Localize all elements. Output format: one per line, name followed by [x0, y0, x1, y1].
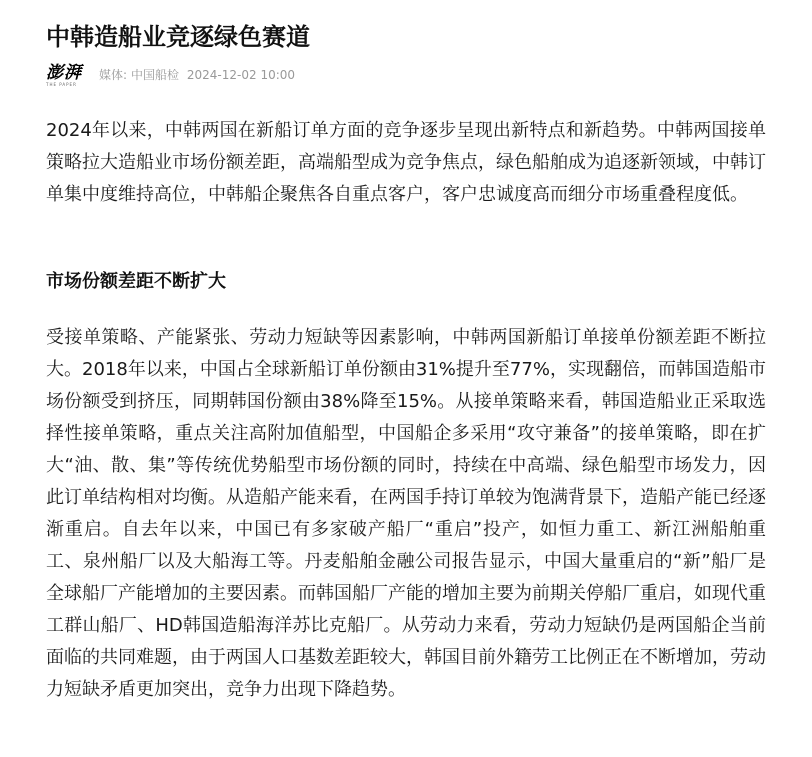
media-name: 中国船检 [131, 68, 180, 82]
media-label: 媒体: [99, 68, 128, 82]
section-heading: 市场份额差距不断扩大 [46, 271, 226, 292]
article-meta [46, 62, 299, 88]
publish-datetime: 2024-12-02 10:00 [186, 68, 296, 82]
source-logo-subtext: THE PAPER [46, 81, 77, 87]
source-logo[interactable] [46, 62, 90, 88]
intro-paragraph: 2024年以来，中韩两国在新船订单方面的竞争逐步呈现出新特点和新趋势。中韩两国接单策略拉大造船业市场份额差距，高端船型成为竞争焦点，绿色船舶成为追逐新领域，中韩订单集中度维持高位，中韩船企聚焦各自重点客户，客户忠诚度高而细分市场重叠程度低。 [46, 120, 766, 205]
meta-info [99, 62, 299, 88]
article-title: 中韩造船业竞逐绿色赛道 [46, 23, 310, 51]
source-logo-text: 澎湃 [46, 62, 82, 83]
section-paragraph: 受接单策略、产能紧张、劳动力短缺等因素影响，中韩两国新船订单接单份额差距不断拉大。2018年以来，中国占全球新船订单份额由31%提升至77%，实现翻倍，而韩国造船市场份额受到挤压，同期韩国份额由38%降至15%。从接单策略来看，韩国造船业正采取选择性接单策略，重点关注高附加值船型，中国船企多采用“攻守兼备”的接单策略，即在扩大“油、散、集”等传统优势船型市场份额的同时，持续在中高端、绿色船型市场发力，因此订单结构相对均衡。从造船产能来看，在两国手持订单较为饱满背景下，造船产能已经逐渐重启。自去年以来，中国已有多家破产船厂“重启”投产，如恒力重工、新江洲船舶重工、泉州船厂以及大船海工等。丹麦船舶金融公司报告显示，中国大量重启的“新”船厂是全球船厂产能增加的主要因素。而韩国船厂产能的增加主要为前期关停船厂重启，如现代重工群山船厂、HD韩国造船海洋苏比克船厂。从劳动力来看，劳动力短缺仍是两国船企当前面临的共同难题，由于两国人口基数差距较大，韩国目前外籍劳工比例正在不断增加，劳动力短缺矛盾更加突出，竞争力出现下降趋势。 [46, 327, 766, 700]
